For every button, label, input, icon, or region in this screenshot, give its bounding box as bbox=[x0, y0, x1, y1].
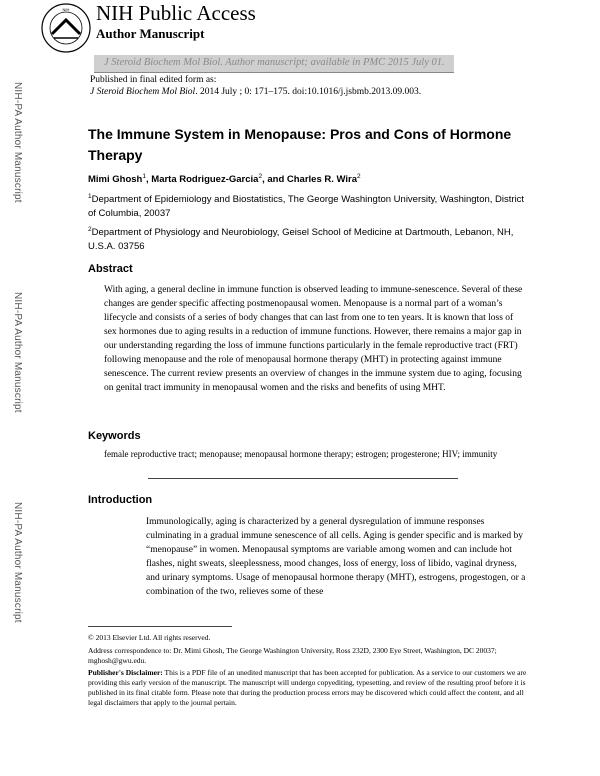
article-title: The Immune System in Menopause: Pros and Cons of Hormone Therapy bbox=[88, 126, 512, 163]
publisher-disclaimer bbox=[88, 668, 528, 708]
citation-journal: J Steroid Biochem Mol Biol bbox=[90, 87, 196, 97]
disclaimer-text: This is a PDF file of an unedited manuscript that has been accepted for publication. As a service to our customers we are providing this early version of the manuscript. The manuscript will undergo copyediting, typesetting, and review of the resulting proof before it is published in its final citable form. Please note that during the production process errors may be discovered which could affect the content, and all legal disclaimers that apply to the journal pertain. bbox=[88, 668, 527, 707]
author-name: Marta Rodriguez-Garcia bbox=[151, 174, 259, 186]
svg-text:NIH: NIH bbox=[62, 7, 70, 12]
footnote-rule bbox=[88, 626, 232, 627]
author-name: Mimi Ghosh bbox=[88, 174, 143, 186]
abstract-heading: Abstract bbox=[88, 263, 133, 275]
author-manuscript-label: Author Manuscript bbox=[96, 26, 205, 41]
published-form-label: Published in final edited form as: bbox=[90, 75, 217, 85]
affiliation-1: $^1$Department of Epidemiology and Biostatistics, The George Washington University, Washington, District of Columbia, 20037 bbox=[88, 193, 525, 220]
keywords-list: female reproductive tract; menopause; menopausal hormone therapy; estrogen; progesterone; HIV; immunity bbox=[104, 449, 498, 459]
author-list: Mimi Ghosh$^1$, Marta Rodriguez-Garcia$^2$, and Charles R. Wira$^2$ bbox=[88, 173, 361, 186]
nih-seal-logo bbox=[40, 2, 92, 54]
affiliation-2: $^2$Department of Physiology and Neurobiology, Geisel School of Medicine at Dartmouth, Lebanon, NH, U.S.A. 03756 bbox=[88, 226, 514, 253]
correspondence-address: Address correspondence to: Dr. Mimi Ghosh, The George Washington University, Ross 232D, 2300 Eye Street, Washington, DC 20037; mghosh@gwu.edu. bbox=[88, 646, 497, 665]
disclaimer-label: Publisher's Disclaimer: bbox=[88, 668, 163, 677]
copyright-notice: © 2013 Elsevier Ltd. All rights reserved. bbox=[88, 633, 211, 642]
nih-public-access-title: NIH Public Access bbox=[96, 1, 256, 25]
introduction-body: Immunologically, aging is characterized by a general dysregulation of immune responses culminating in a gradual immune senescence of all cells. Aging is gender specific and is marked by “menopause” in women. Menopausal symptoms are variable among women and can include hot flashes, night sweats, sleeplessness, mood changes, loss of energy, loss of libido, vaginal dryness, and urinary symptoms. Usage of menopausal hormone therapy (MHT), estrogens, progestogen, or a combination of the two, relieves some of these bbox=[146, 517, 526, 597]
author-name: Charles R. Wira bbox=[286, 174, 358, 186]
banner-rule bbox=[94, 72, 454, 73]
side-label-2: NIH-PA Author Manuscript bbox=[12, 292, 23, 413]
citation-details: . 2014 July ; 0: 171–175. doi:10.1016/j.jsbmb.2013.09.003. bbox=[195, 87, 422, 97]
citation-line bbox=[90, 86, 421, 98]
journal-availability-line: J Steroid Biochem Mol Biol. Author manuscript; available in PMC 2015 July 01. bbox=[104, 57, 445, 68]
introduction-heading: Introduction bbox=[88, 494, 153, 506]
side-label-3: NIH-PA Author Manuscript bbox=[12, 502, 23, 623]
keywords-heading: Keywords bbox=[88, 430, 141, 442]
abstract-body: With aging, a general decline in immune function is observed leading to immune-senescence. Several of these changes are gender specific affecting postmenopausal women. Menopause is a normal part of a woman’s lifecycle and consists of a series of body changes that can last from one to ten years. It is known that loss of sex hormones due to aging results in a reduction of immune functions. However, there remains a major gap in our understanding regarding the loss of immune functions particularly in the female reproductive tract (FRT) following menopause and the role of menopausal hormone therapy (MHT) in protecting against immune senescence. The current review presents an overview of changes in the immune system due to aging, focusing on genital tract immunity in menopausal women and the risks and benefits of using MHT. bbox=[104, 285, 523, 393]
side-label-1: NIH-PA Author Manuscript bbox=[12, 82, 23, 203]
section-divider bbox=[148, 478, 458, 479]
